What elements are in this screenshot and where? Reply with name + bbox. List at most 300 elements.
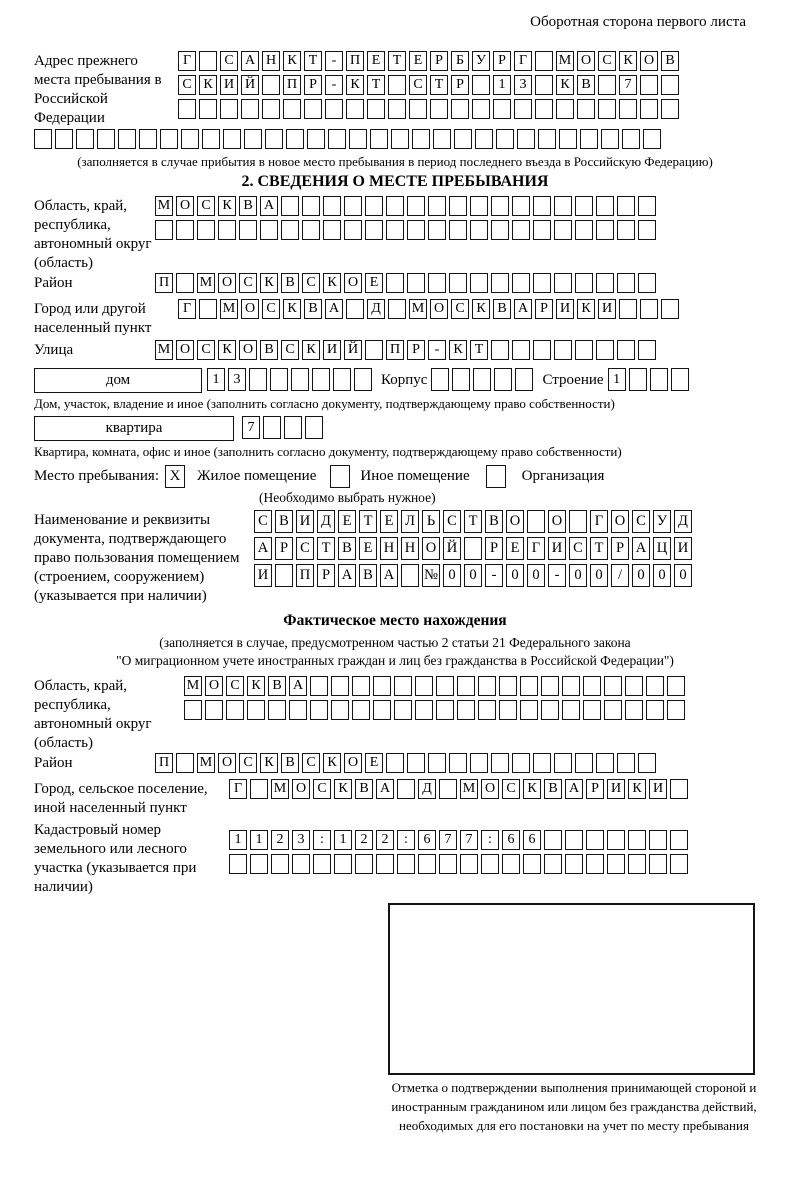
form-cell[interactable]: [249, 368, 267, 391]
form-cell[interactable]: К: [199, 75, 217, 95]
checkbox-organization[interactable]: [486, 465, 506, 488]
form-cell[interactable]: [470, 273, 488, 293]
form-cell[interactable]: [670, 779, 688, 799]
form-cell[interactable]: [436, 700, 454, 720]
form-cell[interactable]: [334, 854, 352, 874]
form-cell[interactable]: [625, 676, 643, 696]
form-cell[interactable]: П: [386, 340, 404, 360]
form-cell[interactable]: С: [296, 537, 314, 560]
form-cell[interactable]: С: [254, 510, 272, 533]
form-cell[interactable]: [323, 196, 341, 216]
form-cell[interactable]: [176, 273, 194, 293]
form-cell[interactable]: [646, 700, 664, 720]
form-cell[interactable]: О: [176, 196, 194, 216]
form-cell[interactable]: М: [220, 299, 238, 319]
form-cell[interactable]: У: [653, 510, 671, 533]
form-cell[interactable]: Т: [430, 75, 448, 95]
form-cell[interactable]: [464, 537, 482, 560]
form-cell[interactable]: Н: [401, 537, 419, 560]
form-cell[interactable]: [407, 220, 425, 240]
form-cell[interactable]: [412, 129, 430, 149]
form-cell[interactable]: [472, 99, 490, 119]
form-cell[interactable]: [263, 416, 281, 439]
form-cell[interactable]: К: [346, 75, 364, 95]
form-cell[interactable]: Г: [514, 51, 532, 71]
form-cell[interactable]: О: [548, 510, 566, 533]
form-cell[interactable]: [527, 510, 545, 533]
form-cell[interactable]: [607, 854, 625, 874]
checkbox-residential[interactable]: X: [165, 465, 185, 488]
form-cell[interactable]: [205, 700, 223, 720]
form-cell[interactable]: [475, 129, 493, 149]
form-cell[interactable]: Т: [388, 51, 406, 71]
form-cell[interactable]: К: [302, 340, 320, 360]
form-cell[interactable]: С: [239, 753, 257, 773]
form-cell[interactable]: [535, 51, 553, 71]
form-cell[interactable]: [583, 676, 601, 696]
form-cell[interactable]: С: [220, 51, 238, 71]
form-cell[interactable]: [244, 129, 262, 149]
form-cell[interactable]: 0: [443, 564, 461, 587]
form-cell[interactable]: [512, 273, 530, 293]
form-cell[interactable]: [541, 700, 559, 720]
form-cell[interactable]: Й: [443, 537, 461, 560]
form-cell[interactable]: Г: [178, 299, 196, 319]
form-cell[interactable]: [661, 99, 679, 119]
form-cell[interactable]: [286, 129, 304, 149]
form-cell[interactable]: [596, 220, 614, 240]
form-cell[interactable]: Е: [365, 273, 383, 293]
form-cell[interactable]: В: [275, 510, 293, 533]
form-cell[interactable]: [520, 676, 538, 696]
form-cell[interactable]: №: [422, 564, 440, 587]
form-cell[interactable]: Р: [407, 340, 425, 360]
form-cell[interactable]: [569, 510, 587, 533]
form-cell[interactable]: [628, 830, 646, 850]
form-cell[interactable]: М: [271, 779, 289, 799]
form-cell[interactable]: Д: [674, 510, 692, 533]
form-cell[interactable]: [178, 99, 196, 119]
form-cell[interactable]: 0: [569, 564, 587, 587]
form-cell[interactable]: [407, 196, 425, 216]
form-cell[interactable]: [646, 676, 664, 696]
form-cell[interactable]: М: [155, 340, 173, 360]
form-cell[interactable]: Е: [365, 753, 383, 773]
form-cell[interactable]: О: [640, 51, 658, 71]
form-cell[interactable]: М: [556, 51, 574, 71]
form-cell[interactable]: О: [218, 273, 236, 293]
form-cell[interactable]: П: [346, 51, 364, 71]
form-cell[interactable]: [354, 368, 372, 391]
form-cell[interactable]: В: [577, 75, 595, 95]
form-cell[interactable]: [292, 854, 310, 874]
form-cell[interactable]: [199, 51, 217, 71]
form-cell[interactable]: Й: [344, 340, 362, 360]
form-cell[interactable]: [535, 99, 553, 119]
form-cell[interactable]: М: [155, 196, 173, 216]
form-cell[interactable]: [625, 700, 643, 720]
form-cell[interactable]: 6: [502, 830, 520, 850]
form-cell[interactable]: -: [325, 75, 343, 95]
form-cell[interactable]: [650, 368, 668, 391]
form-cell[interactable]: [312, 368, 330, 391]
form-cell[interactable]: Ь: [422, 510, 440, 533]
form-cell[interactable]: [617, 220, 635, 240]
form-cell[interactable]: В: [338, 537, 356, 560]
form-cell[interactable]: С: [502, 779, 520, 799]
checkbox-other-premises[interactable]: [330, 465, 350, 488]
form-cell[interactable]: [538, 129, 556, 149]
form-cell[interactable]: Г: [229, 779, 247, 799]
form-cell[interactable]: :: [313, 830, 331, 850]
form-cell[interactable]: [559, 129, 577, 149]
form-cell[interactable]: [349, 129, 367, 149]
form-cell[interactable]: [575, 753, 593, 773]
form-cell[interactable]: Г: [527, 537, 545, 560]
form-cell[interactable]: В: [359, 564, 377, 587]
form-cell[interactable]: А: [565, 779, 583, 799]
form-cell[interactable]: Д: [418, 779, 436, 799]
form-cell[interactable]: [418, 854, 436, 874]
form-cell[interactable]: 3: [228, 368, 246, 391]
form-cell[interactable]: [325, 99, 343, 119]
form-cell[interactable]: [457, 700, 475, 720]
form-cell[interactable]: [428, 753, 446, 773]
form-cell[interactable]: [386, 753, 404, 773]
form-cell[interactable]: К: [628, 779, 646, 799]
form-cell[interactable]: [643, 129, 661, 149]
form-cell[interactable]: С: [443, 510, 461, 533]
form-cell[interactable]: [454, 129, 472, 149]
form-cell[interactable]: [622, 129, 640, 149]
form-cell[interactable]: И: [254, 564, 272, 587]
form-cell[interactable]: [181, 129, 199, 149]
form-cell[interactable]: [638, 196, 656, 216]
form-cell[interactable]: [310, 700, 328, 720]
form-cell[interactable]: С: [262, 299, 280, 319]
form-cell[interactable]: [533, 273, 551, 293]
form-cell[interactable]: [367, 99, 385, 119]
form-cell[interactable]: /: [611, 564, 629, 587]
form-cell[interactable]: [535, 75, 553, 95]
form-cell[interactable]: [184, 700, 202, 720]
form-cell[interactable]: [428, 196, 446, 216]
form-cell[interactable]: А: [376, 779, 394, 799]
form-cell[interactable]: [494, 368, 512, 391]
form-cell[interactable]: Р: [535, 299, 553, 319]
form-cell[interactable]: [415, 676, 433, 696]
form-cell[interactable]: Е: [380, 510, 398, 533]
form-cell[interactable]: [262, 99, 280, 119]
form-cell[interactable]: К: [523, 779, 541, 799]
form-cell[interactable]: [220, 99, 238, 119]
form-cell[interactable]: [640, 99, 658, 119]
form-cell[interactable]: [307, 129, 325, 149]
form-cell[interactable]: О: [292, 779, 310, 799]
form-cell[interactable]: 1: [207, 368, 225, 391]
form-cell[interactable]: Т: [317, 537, 335, 560]
form-cell[interactable]: С: [281, 340, 299, 360]
form-cell[interactable]: [394, 700, 412, 720]
form-cell[interactable]: [473, 368, 491, 391]
form-cell[interactable]: [346, 299, 364, 319]
form-cell[interactable]: [499, 676, 517, 696]
form-cell[interactable]: [160, 129, 178, 149]
form-cell[interactable]: Р: [304, 75, 322, 95]
form-cell[interactable]: О: [430, 299, 448, 319]
form-cell[interactable]: [649, 854, 667, 874]
form-cell[interactable]: К: [334, 779, 352, 799]
form-cell[interactable]: С: [239, 273, 257, 293]
form-cell[interactable]: [478, 700, 496, 720]
form-cell[interactable]: [544, 830, 562, 850]
form-cell[interactable]: [638, 753, 656, 773]
form-cell[interactable]: М: [184, 676, 202, 696]
form-cell[interactable]: [596, 273, 614, 293]
form-cell[interactable]: Р: [485, 537, 503, 560]
form-cell[interactable]: А: [380, 564, 398, 587]
form-cell[interactable]: С: [302, 753, 320, 773]
form-cell[interactable]: [541, 676, 559, 696]
form-cell[interactable]: [433, 129, 451, 149]
form-cell[interactable]: [512, 196, 530, 216]
form-cell[interactable]: :: [397, 830, 415, 850]
form-cell[interactable]: О: [344, 753, 362, 773]
form-cell[interactable]: [607, 830, 625, 850]
form-cell[interactable]: [401, 564, 419, 587]
form-cell[interactable]: [376, 854, 394, 874]
form-cell[interactable]: А: [514, 299, 532, 319]
form-cell[interactable]: К: [556, 75, 574, 95]
form-cell[interactable]: [365, 196, 383, 216]
form-cell[interactable]: [586, 854, 604, 874]
form-cell[interactable]: [580, 129, 598, 149]
form-cell[interactable]: [496, 129, 514, 149]
form-cell[interactable]: [388, 299, 406, 319]
form-cell[interactable]: [176, 220, 194, 240]
form-cell[interactable]: Т: [359, 510, 377, 533]
form-cell[interactable]: В: [355, 779, 373, 799]
form-cell[interactable]: [449, 196, 467, 216]
form-cell[interactable]: [428, 273, 446, 293]
form-cell[interactable]: О: [241, 299, 259, 319]
form-cell[interactable]: [197, 220, 215, 240]
form-cell[interactable]: [512, 340, 530, 360]
form-cell[interactable]: [386, 196, 404, 216]
form-cell[interactable]: [619, 299, 637, 319]
form-cell[interactable]: 2: [271, 830, 289, 850]
form-cell[interactable]: [386, 220, 404, 240]
form-cell[interactable]: Д: [367, 299, 385, 319]
form-cell[interactable]: [491, 753, 509, 773]
form-cell[interactable]: С: [598, 51, 616, 71]
form-cell[interactable]: [470, 196, 488, 216]
form-cell[interactable]: [431, 368, 449, 391]
form-cell[interactable]: [575, 273, 593, 293]
form-cell[interactable]: С: [226, 676, 244, 696]
form-cell[interactable]: [556, 99, 574, 119]
form-cell[interactable]: [407, 753, 425, 773]
form-cell[interactable]: [638, 220, 656, 240]
form-cell[interactable]: 2: [355, 830, 373, 850]
form-cell[interactable]: А: [260, 196, 278, 216]
form-cell[interactable]: [451, 99, 469, 119]
form-cell[interactable]: 1: [229, 830, 247, 850]
form-cell[interactable]: М: [409, 299, 427, 319]
form-cell[interactable]: [239, 220, 257, 240]
form-cell[interactable]: [661, 299, 679, 319]
form-cell[interactable]: [601, 129, 619, 149]
form-cell[interactable]: [391, 129, 409, 149]
form-cell[interactable]: [260, 220, 278, 240]
form-cell[interactable]: С: [302, 273, 320, 293]
form-cell[interactable]: [491, 273, 509, 293]
form-cell[interactable]: К: [247, 676, 265, 696]
form-cell[interactable]: Д: [317, 510, 335, 533]
form-cell[interactable]: [302, 196, 320, 216]
form-cell[interactable]: В: [661, 51, 679, 71]
form-cell[interactable]: Т: [304, 51, 322, 71]
form-cell[interactable]: [430, 99, 448, 119]
form-cell[interactable]: 6: [523, 830, 541, 850]
form-cell[interactable]: 3: [292, 830, 310, 850]
form-cell[interactable]: [575, 220, 593, 240]
form-cell[interactable]: 1: [608, 368, 626, 391]
form-cell[interactable]: Е: [367, 51, 385, 71]
form-cell[interactable]: Т: [590, 537, 608, 560]
form-cell[interactable]: [617, 340, 635, 360]
form-cell[interactable]: [533, 196, 551, 216]
form-cell[interactable]: [76, 129, 94, 149]
form-cell[interactable]: [449, 273, 467, 293]
form-cell[interactable]: [365, 220, 383, 240]
form-cell[interactable]: С: [632, 510, 650, 533]
form-cell[interactable]: [565, 830, 583, 850]
form-cell[interactable]: [670, 830, 688, 850]
form-cell[interactable]: И: [598, 299, 616, 319]
form-cell[interactable]: [640, 75, 658, 95]
form-cell[interactable]: [268, 700, 286, 720]
form-cell[interactable]: [373, 700, 391, 720]
form-cell[interactable]: [118, 129, 136, 149]
form-cell[interactable]: [281, 196, 299, 216]
form-cell[interactable]: [55, 129, 73, 149]
form-cell[interactable]: 1: [334, 830, 352, 850]
form-cell[interactable]: [241, 99, 259, 119]
form-cell[interactable]: [176, 753, 194, 773]
form-cell[interactable]: [331, 676, 349, 696]
form-cell[interactable]: [275, 564, 293, 587]
form-cell[interactable]: [604, 700, 622, 720]
form-cell[interactable]: Й: [241, 75, 259, 95]
form-cell[interactable]: О: [577, 51, 595, 71]
form-cell[interactable]: О: [218, 753, 236, 773]
form-cell[interactable]: 7: [439, 830, 457, 850]
form-cell[interactable]: К: [472, 299, 490, 319]
form-cell[interactable]: 7: [460, 830, 478, 850]
form-cell[interactable]: [515, 368, 533, 391]
form-cell[interactable]: [661, 75, 679, 95]
form-cell[interactable]: 2: [376, 830, 394, 850]
form-cell[interactable]: Б: [451, 51, 469, 71]
form-cell[interactable]: [554, 273, 572, 293]
form-cell[interactable]: [671, 368, 689, 391]
form-cell[interactable]: И: [649, 779, 667, 799]
form-cell[interactable]: [617, 753, 635, 773]
form-cell[interactable]: Т: [367, 75, 385, 95]
form-cell[interactable]: -: [325, 51, 343, 71]
form-cell[interactable]: 7: [619, 75, 637, 95]
form-cell[interactable]: Г: [178, 51, 196, 71]
form-cell[interactable]: П: [155, 273, 173, 293]
form-cell[interactable]: К: [619, 51, 637, 71]
form-cell[interactable]: 6: [418, 830, 436, 850]
form-cell[interactable]: Р: [611, 537, 629, 560]
form-cell[interactable]: П: [283, 75, 301, 95]
form-cell[interactable]: [386, 273, 404, 293]
form-cell[interactable]: С: [569, 537, 587, 560]
form-cell[interactable]: [199, 99, 217, 119]
form-cell[interactable]: Е: [338, 510, 356, 533]
form-cell[interactable]: [270, 368, 288, 391]
form-cell[interactable]: С: [178, 75, 196, 95]
form-cell[interactable]: Р: [430, 51, 448, 71]
form-cell[interactable]: [596, 196, 614, 216]
form-cell[interactable]: С: [313, 779, 331, 799]
form-cell[interactable]: [439, 779, 457, 799]
form-cell[interactable]: [283, 99, 301, 119]
form-cell[interactable]: А: [632, 537, 650, 560]
form-cell[interactable]: К: [218, 196, 236, 216]
form-cell[interactable]: Т: [464, 510, 482, 533]
form-cell[interactable]: [352, 700, 370, 720]
form-cell[interactable]: [596, 340, 614, 360]
form-cell[interactable]: [478, 676, 496, 696]
form-cell[interactable]: [344, 220, 362, 240]
form-cell[interactable]: [577, 99, 595, 119]
form-cell[interactable]: [247, 700, 265, 720]
form-cell[interactable]: -: [548, 564, 566, 587]
form-cell[interactable]: [436, 676, 454, 696]
form-cell[interactable]: [491, 196, 509, 216]
form-cell[interactable]: [598, 75, 616, 95]
form-cell[interactable]: К: [577, 299, 595, 319]
form-cell[interactable]: В: [281, 753, 299, 773]
form-cell[interactable]: К: [218, 340, 236, 360]
form-cell[interactable]: О: [176, 340, 194, 360]
form-cell[interactable]: [346, 99, 364, 119]
form-cell[interactable]: [638, 340, 656, 360]
form-cell[interactable]: [302, 220, 320, 240]
form-cell[interactable]: [439, 854, 457, 874]
form-cell[interactable]: [313, 854, 331, 874]
form-cell[interactable]: [223, 129, 241, 149]
form-cell[interactable]: [472, 75, 490, 95]
form-cell[interactable]: [604, 676, 622, 696]
form-cell[interactable]: [470, 753, 488, 773]
form-cell[interactable]: Е: [506, 537, 524, 560]
form-cell[interactable]: М: [197, 273, 215, 293]
form-cell[interactable]: [202, 129, 220, 149]
form-cell[interactable]: [289, 700, 307, 720]
form-cell[interactable]: [291, 368, 309, 391]
form-cell[interactable]: А: [338, 564, 356, 587]
form-cell[interactable]: [388, 75, 406, 95]
form-cell[interactable]: С: [451, 299, 469, 319]
form-cell[interactable]: П: [155, 753, 173, 773]
form-cell[interactable]: [512, 753, 530, 773]
form-cell[interactable]: М: [460, 779, 478, 799]
